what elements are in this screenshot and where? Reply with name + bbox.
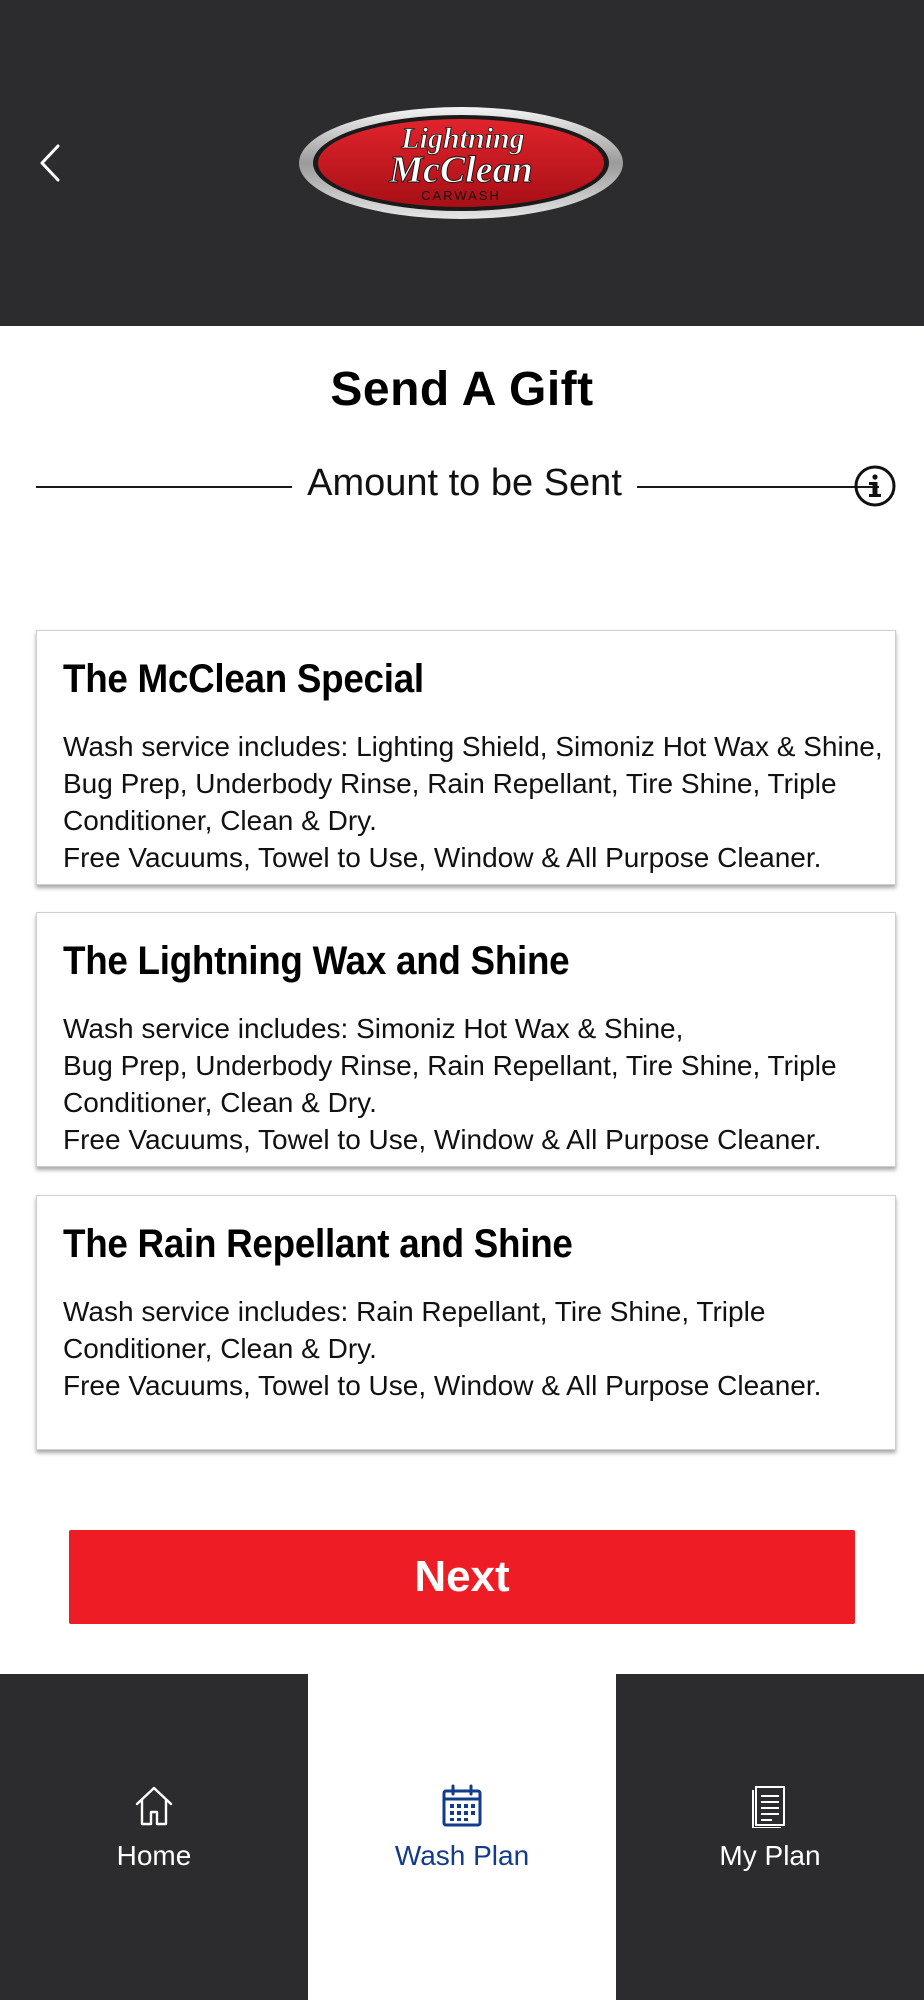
- nav-label-home: Home: [116, 1840, 192, 1871]
- nav-item-wash-plan[interactable]: [308, 1674, 616, 2000]
- divider-left: [36, 486, 292, 488]
- plan-card-title: The Rain Repellant and Shine: [63, 1222, 573, 1266]
- home-icon: [134, 1784, 174, 1828]
- page-title: Send A Gift: [330, 363, 594, 416]
- logo-text-carwash: CARWASH: [421, 188, 501, 203]
- plan-card-description: Wash service includes: Simoniz Hot Wax & Shine, Bug Prep, Underbody Rinse, Rain Repellant, Tire Shine, Triple Conditioner, Clean & Dry. Free Vacuums, Towel to Use, Window & All Purpose Cleaner.: [63, 1013, 837, 1155]
- plan-card-title: The Lightning Wax and Shine: [63, 939, 570, 983]
- next-button[interactable]: Next: [69, 1530, 855, 1624]
- info-circle-icon[interactable]: [854, 465, 896, 507]
- logo-text-lightning: Lightning: [401, 122, 525, 155]
- chevron-left-icon: [39, 144, 61, 182]
- divider-right: [637, 486, 879, 488]
- calendar-icon: [442, 1784, 482, 1828]
- back-button[interactable]: [30, 135, 70, 191]
- nav-item-home[interactable]: [0, 1674, 308, 2000]
- lightning-mcclean-logo: [298, 106, 624, 220]
- nav-label-my-plan: My Plan: [719, 1840, 821, 1871]
- plan-card-title: The McClean Special: [63, 657, 424, 701]
- plan-card-lightning-wax-shine[interactable]: [36, 912, 896, 1167]
- plan-card-rain-repellant-shine[interactable]: [36, 1195, 896, 1450]
- plan-card-description: Wash service includes: Rain Repellant, Tire Shine, Triple Conditioner, Clean & Dry. Free Vacuums, Towel to Use, Window & All Purpose Cleaner.: [63, 1296, 822, 1401]
- document-icon: [750, 1784, 790, 1828]
- plan-card-mcclean-special[interactable]: [36, 630, 896, 885]
- plan-card-description: Wash service includes: Lighting Shield, Simoniz Hot Wax & Shine, Bug Prep, Underbody Rinse, Rain Repellant, Tire Shine, Triple Conditioner, Clean & Dry. Free Vacuums, Towel to Use, Window & All Purpose Cleaner.: [63, 731, 883, 873]
- amount-section-header: [36, 458, 896, 514]
- nav-item-my-plan[interactable]: [616, 1674, 924, 2000]
- app-header: [0, 0, 924, 326]
- logo-text-mcclean: McClean: [389, 149, 533, 191]
- nav-label-wash-plan: Wash Plan: [394, 1840, 530, 1871]
- bottom-nav: [0, 1674, 924, 2000]
- section-label: Amount to be Sent: [307, 462, 622, 504]
